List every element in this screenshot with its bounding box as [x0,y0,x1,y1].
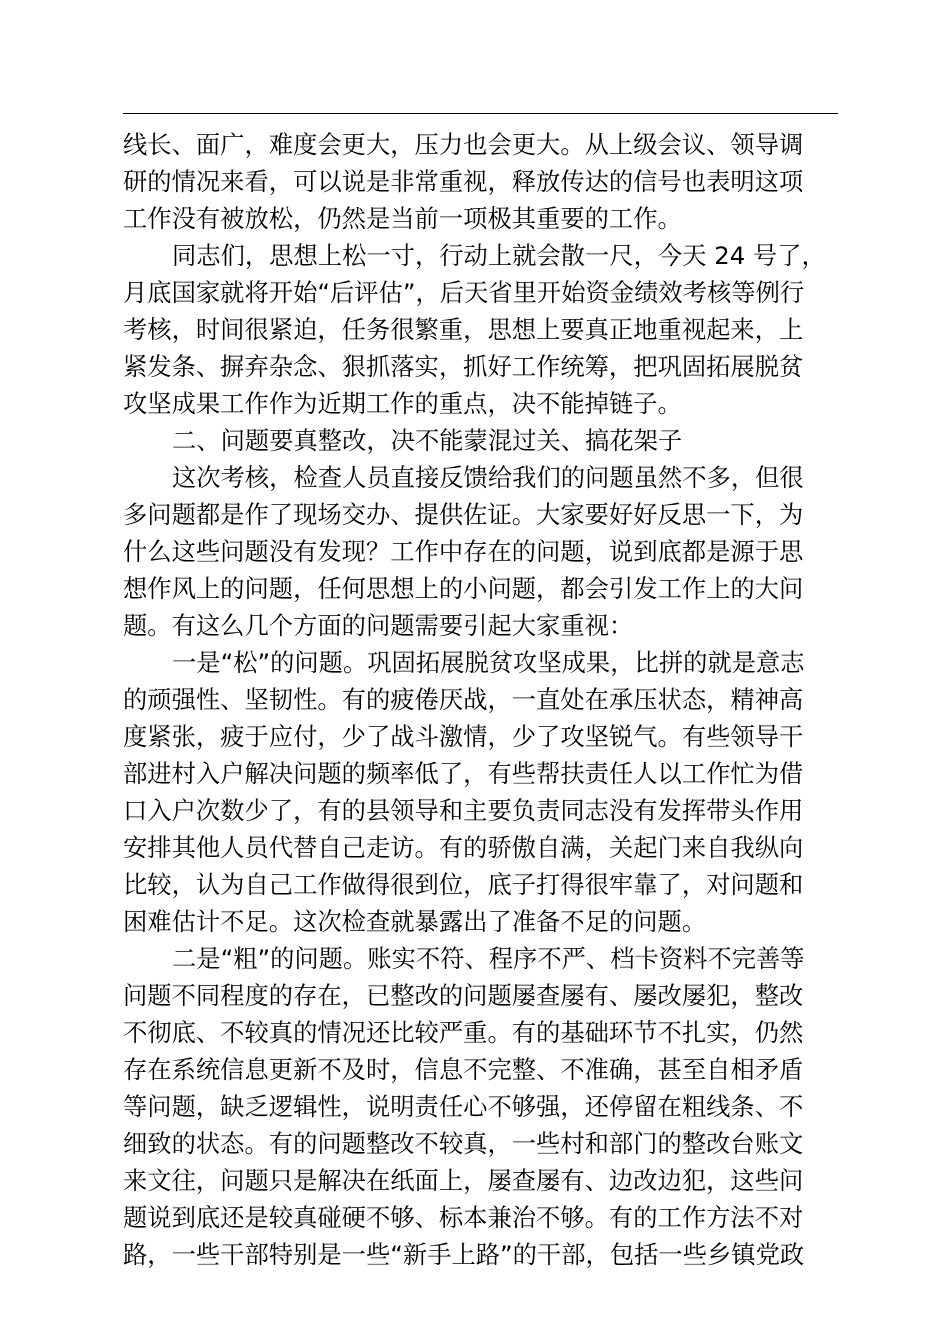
text-line: 等问题，缺乏逻辑性，说明责任心不够强，还停留在粗线条、不 [123,1092,804,1121]
section-heading: 二、问题要真整改，决不能蒙混过关、搞花架子 [172,426,683,455]
text-line: 研的情况来看，可以说是非常重视，释放传达的信号也表明这项 [123,167,804,196]
text-line: 路，一些干部特别是一些“新手上路”的干部，包括一些乡镇党政 [123,1240,805,1269]
text-line: 多问题都是作了现场交办、提供佐证。大家要好好反思一下，为 [123,500,804,529]
text-line: 问题不同程度的存在，已整改的问题屡查屡有、屡改屡犯，整改 [123,981,804,1010]
paragraph-start-line: 同志们，思想上松一寸，行动上就会散一尺，今天 24 号了， [172,241,826,270]
text-line: 来文往，问题只是解决在纸面上，屡查屡有、边改边犯，这些问 [123,1166,804,1195]
paragraph-start-line: 一是“松”的问题。巩固拓展脱贫攻坚成果，比拼的就是意志 [172,648,805,677]
text-line: 工作没有被放松，仍然是当前一项极其重要的工作。 [123,204,682,233]
text-line: 什么这些问题没有发现？工作中存在的问题，说到底都是源于思 [123,537,804,566]
text-line: 存在系统信息更新不及时，信息不完整、不准确，甚至自相矛盾 [123,1055,804,1084]
text-line: 的顽强性、坚韧性。有的疲倦厌战，一直处在承压状态，精神高 [123,685,804,714]
document-body [123,126,845,1273]
text-line: 部进村入户解决问题的频率低了，有些帮扶责任人以工作忙为借 [123,759,804,788]
text-line: 紧发条、摒弃杂念、狠抓落实，抓好工作统筹，把巩固拓展脱贫 [123,352,804,381]
text-line: 不彻底、不较真的情况还比较严重。有的基础环节不扎实，仍然 [123,1018,804,1047]
text-line: 题。有这么几个方面的问题需要引起大家重视： [123,611,634,640]
text-line: 困难估计不足。这次检查就暴露出了准备不足的问题。 [123,907,707,936]
text-line: 月底国家就将开始“后评估”，后天省里开始资金绩效考核等例行 [123,278,805,307]
text-line: 考核，时间很紧迫，任务很繁重，思想上要真正地重视起来，上 [123,315,804,344]
header-rule [123,113,838,114]
paragraph-start-line: 这次考核，检查人员直接反馈给我们的问题虽然不多，但很 [172,463,804,492]
text-line: 比较，认为自己工作做得很到位，底子打得很牢靠了，对问题和 [123,870,804,899]
text-line: 线长、面广，难度会更大，压力也会更大。从上级会议、领导调 [123,130,804,159]
text-line: 度紧张，疲于应付，少了战斗激情，少了攻坚锐气。有些领导干 [123,722,804,751]
text-line: 题说到底还是较真碰硬不够、标本兼治不够。有的工作方法不对 [123,1203,804,1232]
text-line: 安排其他人员代替自己走访。有的骄傲自满，关起门来自我纵向 [123,833,804,862]
paragraph-start-line: 二是“粗”的问题。账实不符、程序不严、档卡资料不完善等 [172,944,805,973]
text-line: 想作风上的问题，任何思想上的小问题，都会引发工作上的大问 [123,574,804,603]
text-line: 攻坚成果工作作为近期工作的重点，决不能掉链子。 [123,389,682,418]
text-line: 口入户次数少了，有的县领导和主要负责同志没有发挥带头作用 [123,796,804,825]
text-line: 细致的状态。有的问题整改不较真，一些村和部门的整改台账文 [123,1129,804,1158]
